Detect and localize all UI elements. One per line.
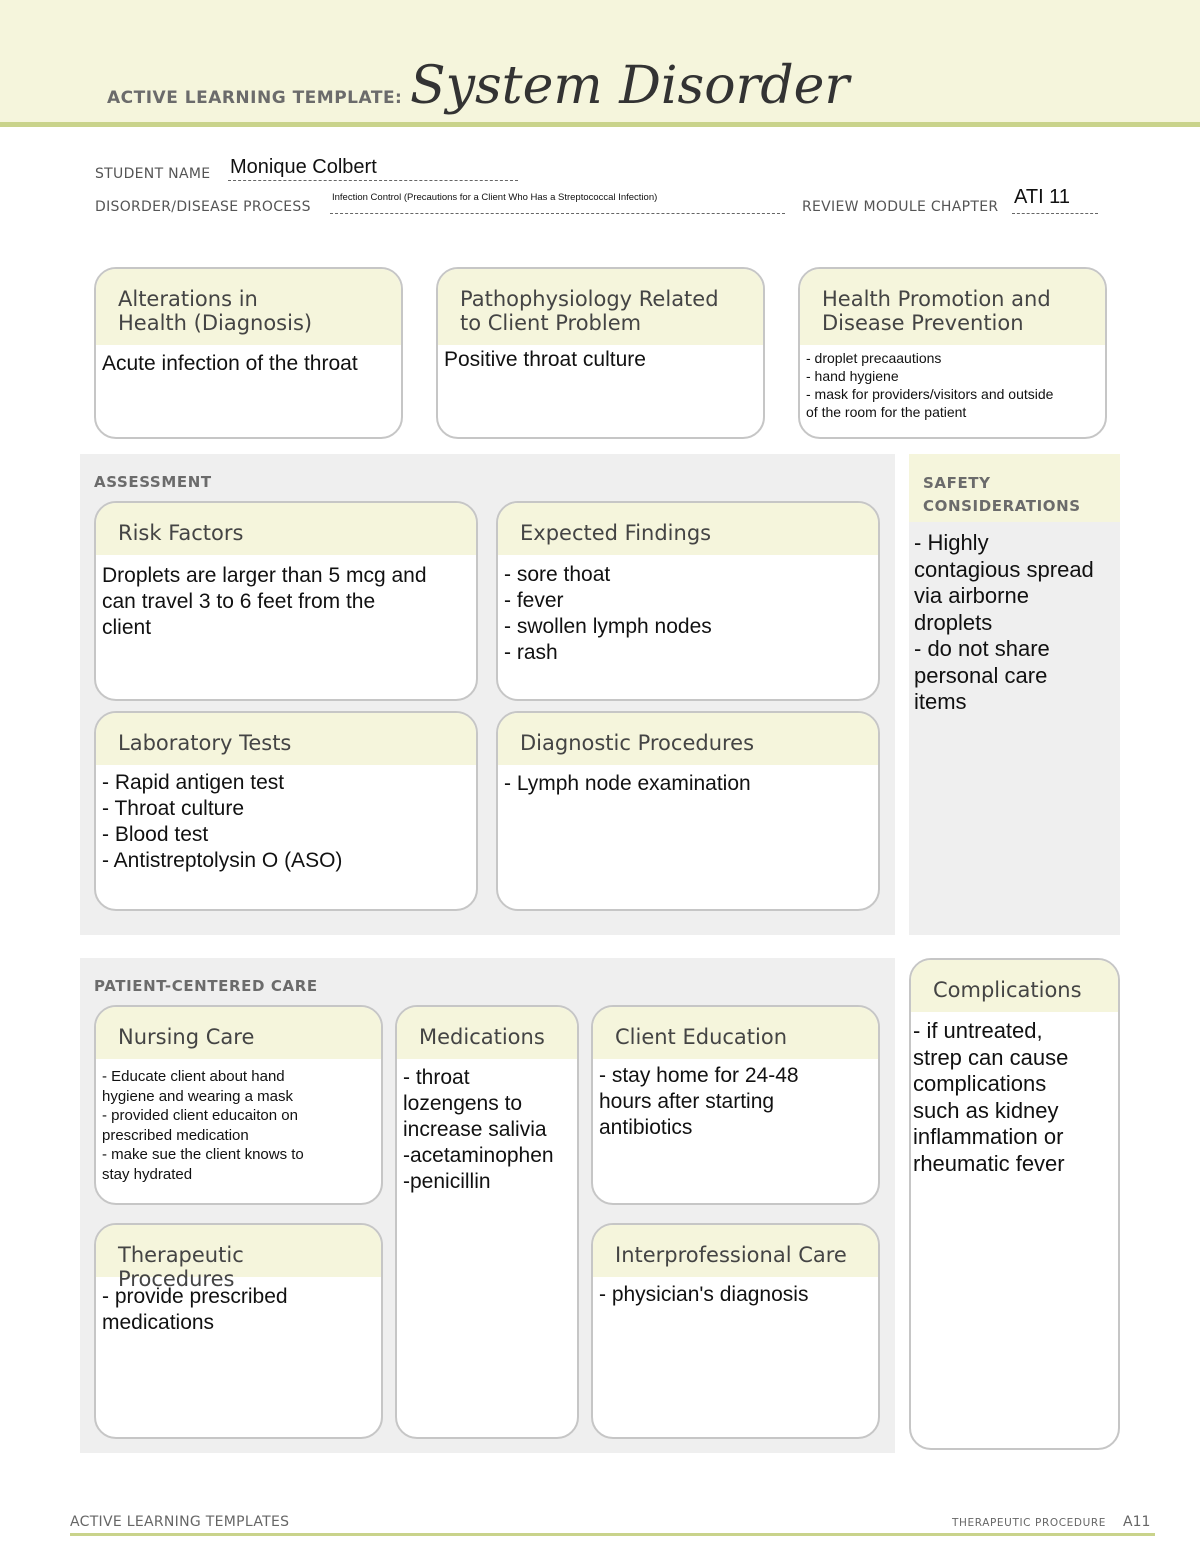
complications-body[interactable] bbox=[911, 1012, 1118, 1177]
safety-line: - Highly bbox=[914, 530, 989, 555]
footer-divider bbox=[70, 1533, 1155, 1536]
pathophysiology-line: Positive throat culture bbox=[444, 348, 646, 371]
complications-line: such as kidney bbox=[913, 1097, 1059, 1123]
laboratory-tests-line: - Antistreptolysin O (ASO) bbox=[102, 849, 343, 872]
template-label: ACTIVE LEARNING TEMPLATE: bbox=[107, 88, 403, 108]
student-name-value[interactable]: Monique Colbert bbox=[230, 156, 377, 178]
pathophysiology-card bbox=[436, 267, 765, 439]
interprofessional-care-body[interactable] bbox=[593, 1277, 878, 1308]
laboratory-tests-title: Laboratory Tests bbox=[118, 731, 292, 755]
disorder-value[interactable]: Infection Control (Precautions for a Client Who Has a Streptococcal Infection) bbox=[332, 192, 658, 203]
complications-line: rheumatic fever bbox=[913, 1150, 1065, 1176]
client-education-title: Client Education bbox=[615, 1025, 788, 1049]
expected-findings-line: - swollen lymph nodes bbox=[504, 615, 712, 638]
expected-findings-card bbox=[496, 501, 880, 701]
nursing-care-title: Nursing Care bbox=[118, 1025, 255, 1049]
interprofessional-care-title: Interprofessional Care bbox=[615, 1243, 847, 1267]
diagnostic-procedures-body[interactable] bbox=[498, 765, 878, 797]
medications-line: -acetaminophen bbox=[403, 1144, 554, 1167]
diagnostic-procedures-card bbox=[496, 711, 880, 911]
therapeutic-procedures-line: - provide prescribed bbox=[102, 1285, 288, 1308]
client-education-line: hours after starting bbox=[599, 1090, 775, 1113]
risk-factors-line: Droplets are larger than 5 mcg and bbox=[102, 564, 427, 587]
assessment-label: ASSESSMENT bbox=[94, 473, 212, 491]
expected-findings-body[interactable] bbox=[498, 555, 878, 666]
safety-line: droplets bbox=[914, 609, 993, 635]
medications-line: - throat bbox=[403, 1066, 470, 1089]
risk-factors-line: client bbox=[102, 616, 152, 639]
health-promotion-line: - hand hygiene bbox=[806, 368, 899, 384]
safety-line: contagious spread bbox=[914, 556, 1094, 582]
pathophysiology-body[interactable] bbox=[438, 345, 763, 373]
laboratory-tests-card bbox=[94, 711, 478, 911]
risk-factors-title: Risk Factors bbox=[118, 521, 244, 545]
expected-findings-line: - rash bbox=[504, 641, 558, 664]
complications-line: inflammation or bbox=[913, 1124, 1064, 1149]
laboratory-tests-line: - Blood test bbox=[102, 823, 209, 846]
nursing-care-body[interactable] bbox=[96, 1059, 381, 1184]
alterations-line: Acute infection of the throat bbox=[102, 352, 358, 375]
alterations-title: Alterations in Health (Diagnosis) bbox=[118, 287, 313, 335]
patient-care-label: PATIENT-CENTERED CARE bbox=[94, 977, 318, 995]
footer-page-code: A11 bbox=[1123, 1514, 1151, 1530]
expected-findings-line: - sore thoat bbox=[504, 563, 611, 586]
student-name-underline bbox=[228, 180, 518, 181]
medications-body[interactable] bbox=[397, 1059, 577, 1195]
medications-card bbox=[395, 1005, 579, 1439]
chapter-value[interactable]: ATI 11 bbox=[1014, 186, 1070, 208]
client-education-card bbox=[591, 1005, 880, 1205]
medications-line: lozengens to bbox=[403, 1092, 523, 1115]
safety-line: via airborne bbox=[914, 583, 1029, 608]
health-promotion-line: - mask for providers/visitors and outside bbox=[806, 386, 1054, 402]
safety-line: - do not share bbox=[914, 636, 1050, 661]
header-divider bbox=[0, 122, 1200, 127]
safety-body[interactable] bbox=[914, 530, 1094, 716]
expected-findings-title: Expected Findings bbox=[520, 521, 712, 545]
laboratory-tests-line: - Rapid antigen test bbox=[102, 771, 285, 794]
therapeutic-procedures-card bbox=[94, 1223, 383, 1439]
footer-right-label: THERAPEUTIC PROCEDURE bbox=[952, 1517, 1106, 1529]
diagnostic-procedures-line: - Lymph node examination bbox=[504, 772, 751, 795]
health-promotion-card bbox=[798, 267, 1107, 439]
interprofessional-care-line: - physician's diagnosis bbox=[599, 1283, 809, 1306]
client-education-line: - stay home for 24-48 bbox=[599, 1064, 799, 1087]
client-education-line: antibiotics bbox=[599, 1116, 693, 1139]
complications-card bbox=[909, 958, 1120, 1450]
complications-line: - if untreated, bbox=[913, 1018, 1043, 1043]
interprofessional-care-card bbox=[591, 1223, 880, 1439]
expected-findings-line: - fever bbox=[504, 589, 564, 612]
complications-line: complications bbox=[913, 1071, 1047, 1096]
student-name-label: STUDENT NAME bbox=[95, 166, 211, 182]
safety-line: items bbox=[914, 689, 967, 714]
pathophysiology-title: Pathophysiology Related to Client Problem bbox=[460, 287, 719, 335]
health-promotion-title: Health Promotion and Disease Prevention bbox=[822, 287, 1051, 335]
therapeutic-procedures-title: Therapeutic Procedures bbox=[118, 1243, 244, 1291]
safety-panel bbox=[909, 454, 1120, 935]
risk-factors-body[interactable] bbox=[96, 555, 476, 641]
therapeutic-procedures-body[interactable] bbox=[96, 1277, 381, 1336]
chapter-underline bbox=[1012, 213, 1098, 214]
disorder-underline bbox=[330, 213, 785, 214]
nursing-care-line: - make sue the client knows to bbox=[102, 1146, 304, 1163]
nursing-care-line: prescribed medication bbox=[102, 1126, 249, 1144]
nursing-care-line: hygiene and wearing a mask bbox=[102, 1087, 293, 1105]
health-promotion-body[interactable] bbox=[800, 345, 1105, 421]
risk-factors-line: can travel 3 to 6 feet from the bbox=[102, 590, 376, 613]
medications-line: increase salivia bbox=[403, 1118, 547, 1141]
footer-left-label: ACTIVE LEARNING TEMPLATES bbox=[70, 1514, 290, 1530]
health-promotion-line: - droplet precaautions bbox=[806, 350, 942, 366]
disorder-label: DISORDER/DISEASE PROCESS bbox=[95, 199, 311, 215]
risk-factors-card bbox=[94, 501, 478, 701]
page-title: System Disorder bbox=[410, 56, 850, 116]
safety-title: SAFETY CONSIDERATIONS bbox=[923, 474, 1081, 515]
medications-title: Medications bbox=[419, 1025, 545, 1049]
health-promotion-line: of the room for the patient bbox=[806, 404, 967, 420]
diagnostic-procedures-title: Diagnostic Procedures bbox=[520, 731, 755, 755]
complications-title: Complications bbox=[933, 978, 1082, 1002]
client-education-body[interactable] bbox=[593, 1059, 878, 1141]
therapeutic-procedures-line: medications bbox=[102, 1311, 215, 1334]
safety-line: personal care bbox=[914, 662, 1048, 688]
alterations-card bbox=[94, 267, 403, 439]
alterations-body[interactable] bbox=[96, 345, 401, 377]
laboratory-tests-body[interactable] bbox=[96, 765, 476, 874]
chapter-label: REVIEW MODULE CHAPTER bbox=[802, 199, 999, 215]
nursing-care-line: - Educate client about hand bbox=[102, 1068, 285, 1085]
medications-line: -penicillin bbox=[403, 1170, 491, 1193]
nursing-care-card bbox=[94, 1005, 383, 1205]
laboratory-tests-line: - Throat culture bbox=[102, 797, 245, 820]
nursing-care-line: stay hydrated bbox=[102, 1165, 193, 1183]
complications-line: strep can cause bbox=[913, 1044, 1069, 1070]
nursing-care-line: - provided client educaiton on bbox=[102, 1107, 298, 1124]
